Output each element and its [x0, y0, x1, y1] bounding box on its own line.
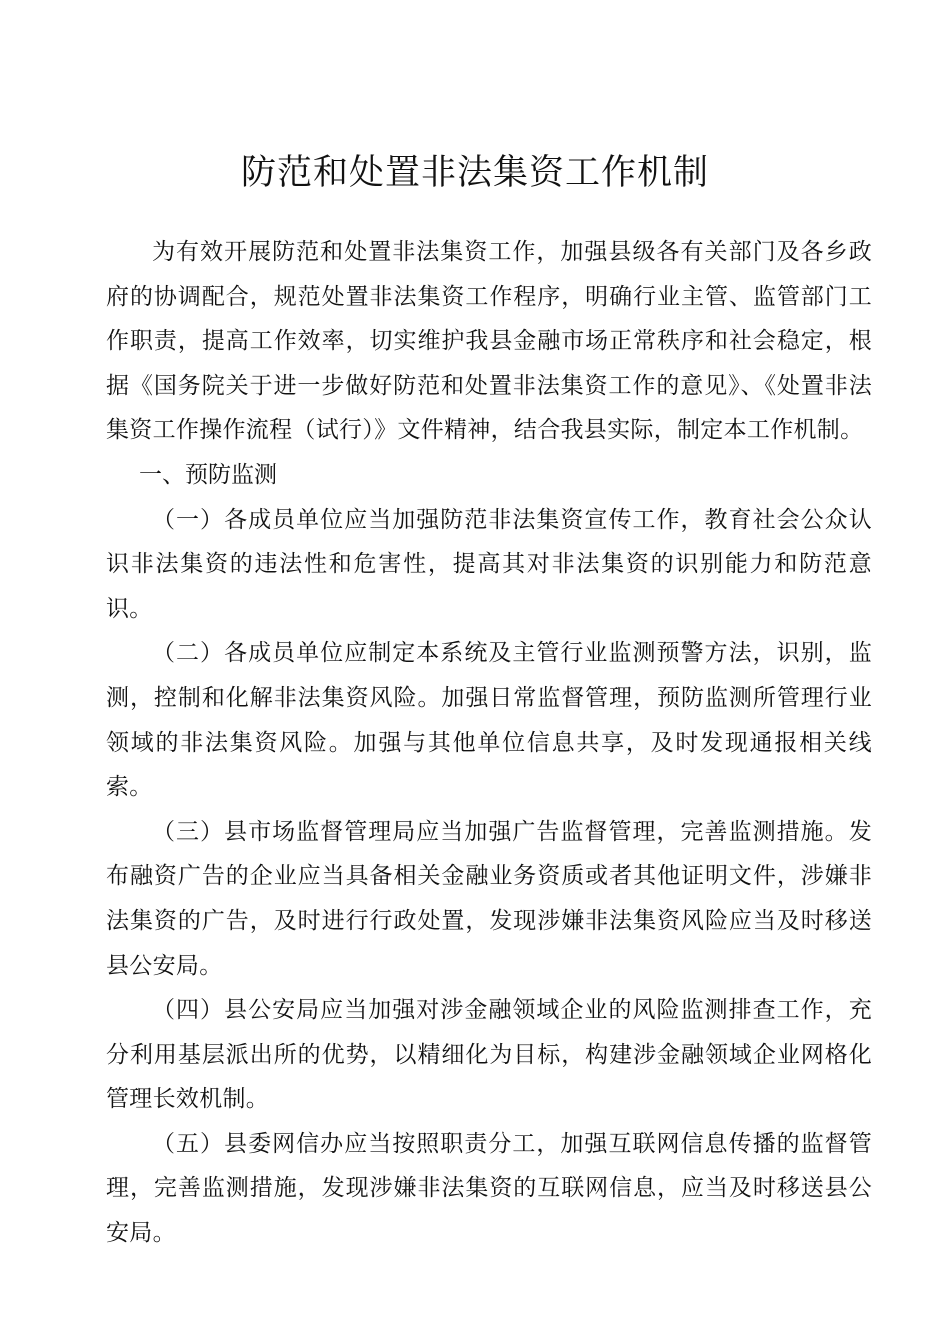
list-item: （二）各成员单位应制定本系统及主管行业监测预警方法，识别，监测，控制和化解非法集资风险。加强日常监督管理，预防监测所管理行业领域的非法集资风险。加强与其他单位信息共享，及时发现通报相关线索。 [106, 640, 872, 801]
list-item: （三）县市场监督管理局应当加强广告监督管理，完善监测措施。发布融资广告的企业应当具备相关金融业务资质或者其他证明文件，涉嫌非法集资的广告，及时进行行政处置，发现涉嫌非法集资风险应当及时移送县公安局。 [106, 818, 872, 979]
list-item: （四）县公安局应当加强对涉金融领域企业的风险监测排查工作，充分利用基层派出所的优势，以精细化为目标，构建涉金融领域企业网格化管理长效机制。 [106, 997, 872, 1113]
document-body [106, 230, 872, 1256]
section-heading-prevention-monitoring: 一、预防监测 [139, 461, 277, 488]
document-title: 防范和处置非法集资工作机制 [240, 153, 709, 193]
list-item: （一）各成员单位应当加强防范非法集资宣传工作，教育社会公众认识非法集资的违法性和危害性，提高其对非法集资的识别能力和防范意识。 [106, 506, 872, 622]
list-item: （五）县委网信办应当按照职责分工，加强互联网信息传播的监督管理，完善监测措施，发现涉嫌非法集资的互联网信息，应当及时移送县公安局。 [106, 1130, 872, 1247]
intro-paragraph: 为有效开展防范和处置非法集资工作，加强县级各有关部门及各乡政府的协调配合，规范处置非法集资工作程序，明确行业主管、监管部门工作职责，提高工作效率，切实维护我县金融市场正常秩序和社会稳定，根据《国务院关于进一步做好防范和处置非法集资工作的意见》、《处置非法集资工作操作流程（试行）》文件精神，结合我县实际，制定本工作机制。 [106, 239, 872, 444]
